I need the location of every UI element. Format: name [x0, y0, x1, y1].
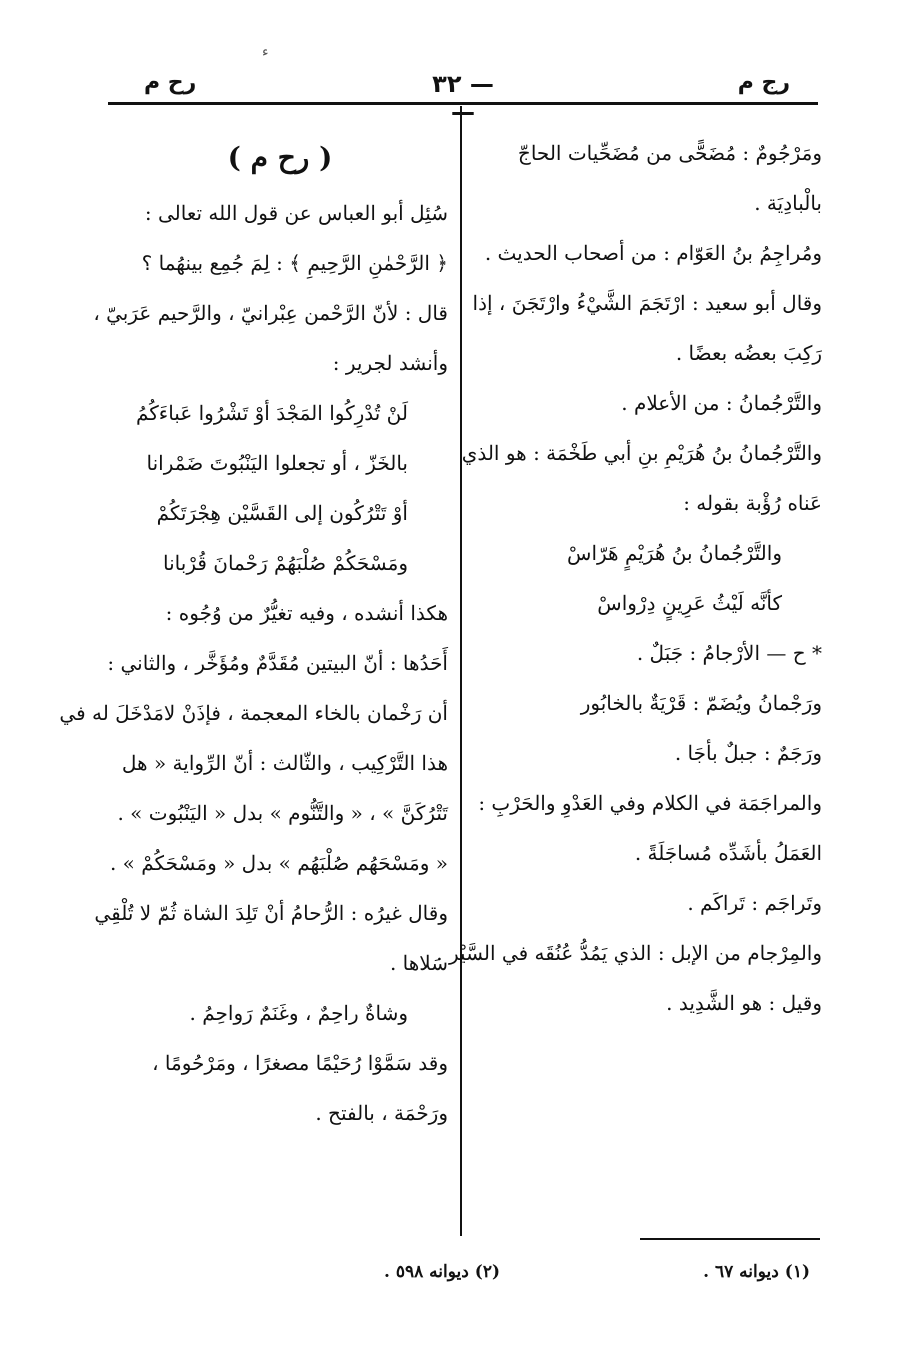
ink-mark: ﺀ: [262, 44, 269, 60]
footnote-rule: [640, 1238, 820, 1240]
text-line: وأنشد لجرير :: [332, 351, 448, 375]
header-root-left: رح م: [144, 70, 197, 95]
page-number: — ٣٢ —: [432, 70, 494, 126]
text-line: هكذا أنشده ، وفيه تغيُّرٌ من وُجُوه :: [165, 601, 448, 625]
text-line: أَحَدُها : أنّ البيتين مُقَدَّمٌ ومُؤَخَّر ، والثاني :: [107, 651, 448, 675]
text-line: وتَراجَم : تَراكَم .: [687, 891, 822, 915]
text-line: * ح — الأرْجامُ : جَبَلٌ .: [636, 641, 822, 665]
verse-line: ومَسْحَكُمْ صُلْبَهُمْ رَحْمانَ قُرْبانا: [163, 551, 408, 575]
verse-line: بالخَزّ ، أو تجعلوا اليَنْبُوتَ ضَمْرانا: [146, 451, 408, 475]
verse-line: أوْ تَتْرُكُون إلى القَسَّيْن هِجْرَتَكُمْ: [156, 501, 408, 525]
text-line: سَلاها .: [389, 951, 448, 975]
text-line: عَناه رُؤْبة بقوله :: [683, 491, 822, 515]
header-rule: [108, 102, 818, 105]
text-line: ورَجْمانُ ويُضَمّ : قَرْيَةٌ بالخابُور: [580, 691, 822, 715]
text-line: أن رَخْمان بالخاء المعجمة ، فإذَنْ لامَدْخَلَ له في: [59, 701, 448, 725]
text-line: والمِرْجام من الإبل : الذي يَمُدُّ عُنُقَه في السَّيْر .: [436, 941, 822, 965]
text-line: ومَرْجُومٌ : مُضَحًّى من مُضَحِّيات الحاجّ: [517, 141, 822, 165]
text-line: ورَحْمَة ، بالفتح .: [315, 1101, 448, 1125]
text-line: وقد سَمَّوْا رُحَيْمًا مصغرًا ، ومَرْحُومًا ،: [152, 1051, 448, 1075]
footnote-1: (١) ديوانه ٦٧ .: [703, 1262, 810, 1282]
text-line: بالْبادِيَة .: [754, 191, 822, 215]
right-column: [436, 128, 822, 1028]
text-line: ورَجَمٌ : جبلٌ بأجَا .: [674, 741, 822, 765]
verse-line: والتَّرْجُمانُ بنُ هُرَيْمٍ هَرّاسْ: [567, 541, 782, 565]
text-line: رَكِبَ بعضُه بعضًا .: [675, 341, 822, 365]
text-line: تَتْرُكَنَّ » ، « والتَّنُّوم » بدل « اليَنْبُوت » .: [117, 801, 448, 825]
text-line: قال : لأنّ الرَّحْمن عِبْرانيّ ، والرَّحيم عَرَبيّ ،: [93, 301, 448, 325]
text-line: ﴿ الرَّحْمٰنِ الرَّحِيمِ ﴾ : لِمَ جُمِع بينهُما ؟: [141, 251, 448, 275]
left-column: [59, 128, 448, 1138]
text-line: والتَّرْجُمانُ بنُ هُرَيْمِ بنِ أبي طَخْمَة : هو الذي: [461, 441, 822, 465]
column-divider: [460, 106, 462, 1236]
text-line: « ومَسْحَهُم صُلْبَهُم » بدل « ومَسْحَكُمْ » .: [109, 851, 448, 875]
text-line: العَمَلُ بأشَدِّه مُساجَلَةً .: [634, 841, 822, 865]
header-root-right: رج م: [737, 70, 790, 95]
running-header: [108, 70, 818, 126]
verse-line: كأنَّه لَيْثُ عَرِينٍ دِرْواسْ: [597, 591, 782, 615]
verse-line: وشاةٌ راحِمٌ ، وغَنَمٌ رَواحِمُ .: [189, 1001, 408, 1025]
text-line: وقال أبو سعيد : ارْتَجَمَ الشَّيْءُ وارْتَجَنَ ، إذا: [472, 291, 822, 315]
text-line: ومُراجِمُ بنُ العَوّام : من أصحاب الحديث .: [484, 241, 822, 265]
text-line: هذا التَّرْكِيب ، والثّالث : أنّ الرِّواية « هل: [121, 751, 448, 775]
footnote-2: (٢) ديوانه ٥٩٨ .: [384, 1262, 500, 1282]
text-line: وقيل : هو الشَّدِيد .: [666, 991, 822, 1015]
text-line: وقال غيرُه : الرُّحامُ أنْ تَلِدَ الشاة ثُمّ لا تُلْقِي: [94, 901, 448, 925]
text-line: والتَّرْجُمانُ : من الأعلام .: [621, 391, 822, 415]
text-line: والمراجَمَة في الكلام وفي العَدْوِ والحَرْبِ :: [478, 791, 822, 815]
entry-heading: ( رح م ): [227, 141, 333, 174]
text-line: سُئِل أبو العباس عن قول الله تعالى :: [144, 201, 448, 225]
verse-line: لَنْ تُدْرِكُوا المَجْدَ أوْ تَشْرُوا عَباءَكُمُ: [135, 401, 408, 425]
